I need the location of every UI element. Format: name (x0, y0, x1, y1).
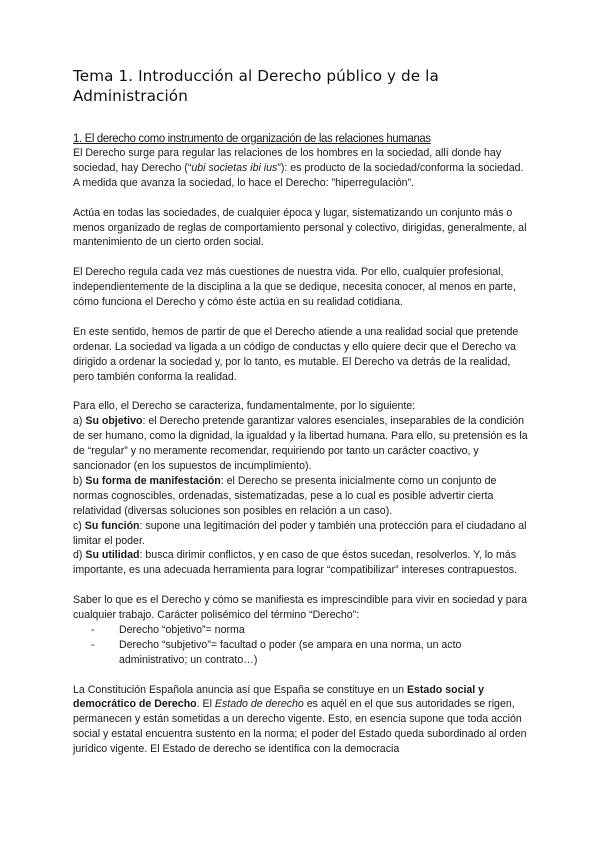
item-label: Su objetivo (85, 415, 143, 428)
item-label: Su función (84, 519, 140, 532)
document-content (73, 66, 529, 757)
characteristic-item (73, 519, 529, 549)
list-item-text: Derecho “subjetivo”= facultad o poder (se ampara en una norma, un acto administrativo; un contrato…) (119, 638, 462, 666)
p7-bold-phrase: Estado social y democrático de Derecho (73, 683, 485, 711)
p7-text-3: es aquél en el que sus autoridades se rigen, permanecen y están sometidas a un derecho vigente. Esto, en esencia supone que toda acción social y estatal encuentra sustento en la norma; el poder del Estado queda subordinado al orden jurídico vigente. El Estado de derecho se identifica con la democracia (73, 698, 527, 756)
p7-text-1: La Constitución Española anuncia así que España se constituye en un (73, 683, 407, 696)
characteristics-intro: Para ello, el Derecho se caracteriza, fundamentalmente, por lo siguiente: (73, 400, 416, 413)
section-heading: 1. El derecho como instrumento de organización de las relaciones humanas (73, 131, 431, 145)
item-prefix: a) (73, 415, 86, 428)
latin-phrase: ubi societas ibi ius (191, 161, 278, 174)
item-text: : el Derecho se presenta inicialmente como un conjunto de normas cognoscibles, ordenadas, sistematizadas, pese a lo cual es posible advertir cierta relatividad (diversas soluciones son posibles en relación a un caso). (73, 474, 497, 517)
paragraph-6: Saber lo que es el Derecho y cómo se manifiesta es imprescindible para vivir en sociedad y para cualquier trabajo. Carácter polisémico del término “Derecho”: (73, 594, 527, 622)
characteristic-item (73, 548, 529, 578)
polysemy-block (73, 593, 529, 668)
paragraph-7 (73, 683, 529, 758)
characteristic-item (73, 474, 529, 519)
paragraph-2: Actúa en todas las sociedades, de cualquier época y lugar, sistematizando un conjunto más o menos organizado de reglas de comportamiento personal y colectivo, dirigidas, generalmente, al mantenimiento de un cierto orden social. (73, 206, 527, 249)
paragraph-1-after: ”): es producto de la sociedad/conforma la sociedad. A medida que avanza la sociedad, lo hace el Derecho: ”hiperregulación”. (73, 161, 524, 189)
paragraph-3: El Derecho regula cada vez más cuestiones de nuestra vida. Por ello, cualquier profesional, independientemente de la disciplina a la que se dedique, necesita conocer, al menos en parte, cómo funciona el Derecho y cómo éste actúa en su realidad cotidiana. (73, 266, 516, 309)
page-title: Tema 1. Introducción al Derecho público y de la Administración (73, 67, 439, 105)
characteristics-block (73, 399, 529, 578)
paragraph-1 (73, 146, 529, 191)
item-text: : el Derecho pretende garantizar valores esenciales, inseparables de la condición de ser humano, como la dignidad, la igualdad y la libertad humana. Para ello, su pretensión es la de “regular” y no meramente recomendar, requiriendo por tanto un carácter coactivo, y sancionador (en los supuestos de incumplimiento). (73, 415, 528, 472)
dash-bullet: - (91, 638, 95, 651)
characteristic-item (73, 414, 529, 474)
item-prefix: c) (73, 519, 85, 532)
paragraph-4: En este sentido, hemos de partir de que el Derecho atiende a una realidad social que pretende ordenar. La sociedad va ligada a un código de conductas y ello quiere decir que el Derecho va dirigido a ordenar la sociedad y, por lo tanto, es mutable. El Derecho va detrás de la realidad, pero también conforma la realidad. (73, 325, 519, 383)
item-text: : busca dirimir conflictos, y en caso de que éstos sucedan, resolverlos. Y, lo más importante, es una adecuada herramienta para lograr “compatibilizar” intereses contrapuestos. (73, 549, 517, 577)
list-item-text: Derecho “objetivo”= norma (119, 623, 245, 636)
p7-text-2: . El (196, 698, 215, 711)
list-item (73, 638, 529, 668)
dash-list (73, 623, 529, 668)
item-label: Su forma de manifestación (85, 474, 221, 487)
paragraph-1-before: El Derecho surge para regular las relaciones de los hombres en la sociedad, allí donde hay sociedad, hay Derecho (“ (73, 147, 502, 174)
item-prefix: d) (73, 549, 86, 562)
item-label: Su utilidad (85, 549, 140, 562)
item-prefix: b) (73, 474, 86, 487)
p7-italic-phrase: Estado de derecho (214, 698, 304, 711)
dash-bullet: - (91, 623, 95, 636)
list-item (73, 623, 529, 638)
item-text: : supone una legitimación del poder y también una protección para el ciudadano al limitar el poder. (73, 519, 527, 547)
